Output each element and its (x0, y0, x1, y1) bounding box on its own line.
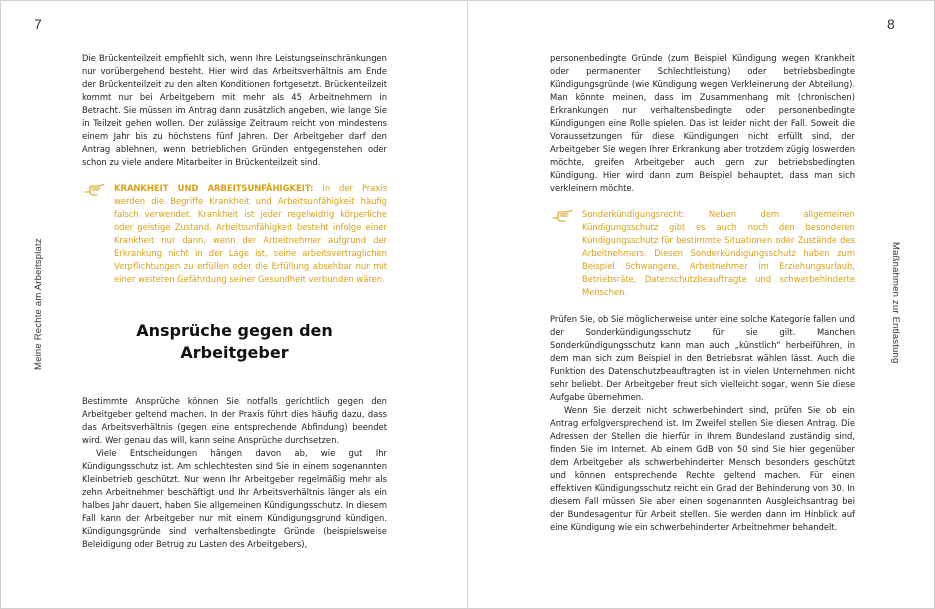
body-paragraph-left-1: Bestimmte Ansprüche können Sie notfalls gerichtlich gegen den Arbeitgeber geltend machen. In der Praxis führt dies häufig dazu, dass das Arbeitsverhältnis (gegen eine entsprechende Abfindung) beendet wird. Wer genau das will, kann seine Ansprüche durchsetzen. (82, 396, 387, 445)
page-number-right: 8 (887, 16, 895, 32)
info-box-text: Sonderkündigungsrecht: Neben dem allgemeinen Kündigungsschutz gibt es auch noch den besonderen Kündigungsschutz für bestimmte Situationen oder Zustände des Arbeitnehmers. Diesen Sonderkündigungsschutz haben zum Beispiel Schwangere, Arbeitnehmer im Erziehungsurlaub, Betriebsräte, Datenschutzbeauftragte und schwerbehinderte Menschen. (582, 209, 855, 297)
info-box-krankheit (82, 182, 387, 286)
body-paragraph-right-2: Wenn Sie derzeit nicht schwerbehindert sind, prüfen Sie ob ein Antrag erfolgversprechend ist. Im Zweifel stellen Sie diesen Antrag. Die Adressen der Stellen die hierfür in Ihrem Bundesland zuständig sind, finden Sie im Internet. Ab einem GdB von 50 sind Sie hier gegenüber dem Arbeitgeber als schwerbehinderter Mensch besonders geschützt und können entsprechende Rechte geltend machen. Für einen effektiven Kündigungsschutz reicht ein Grad der Behinderung von 30. In diesem Fall müssen Sie aber einen sogenannten Ausgleichsantrag bei der Bundesagentur für Arbeit stellen. Sie werden dann im Hinblick auf eine Kündigung wie ein schwerbehinderter Arbeitnehmer behandelt. (550, 405, 855, 532)
info-box-sonderkuendigung (550, 208, 855, 299)
section-heading (82, 320, 387, 364)
page-gutter (467, 0, 468, 609)
running-title-right: Maßnahmen zur Entlastung (890, 242, 901, 364)
intro-paragraph-right: personenbedingte Gründe (zum Beispiel Kündigung wegen Krankheit oder permanenter Schlechtleistung) oder betriebsbedingte Kündigungsgründe (wie Kündigung wegen Verkleinerung der Abteilung). Man könnte meinen, dass im Zusammenhang mit (chronischen) Erkrankungen nur verhaltensbedingte oder personenbedingte Kündigungen eine Rolle spielen. Das ist leider nicht der Fall. Soweit die Voraussetzungen für diese Kündigungen nicht erfüllt sind, der Arbeitgeber Sie wegen Ihrer Erkrankung aber trotzdem zügig loswerden möchte, greifen Arbeitgeber auch gern zur betriebsbedingten Kündigung. Hier wird dann zum Beispiel behauptet, dass man sich verkleinern möchte. (550, 53, 855, 193)
section-heading-line1: Ansprüche gegen den (136, 321, 333, 340)
left-column (82, 52, 387, 551)
body-paragraph-left-2: Viele Entscheidungen hängen davon ab, wie gut Ihr Kündigungsschutz ist. Am schlechtesten sind Sie in einem sogenannten Kleinbetrieb geschützt. Nur wenn Ihr Arbeitgeber regelmäßig mehr als zehn Arbeitnehmer beschäftigt und Ihr Arbeitsverhältnis länger als ein halbes Jahr dauert, haben Sie allgemeinen Kündigungsschutz. In diesem Fall kann der Arbeitgeber nur mit einem Kündigungsgrund kündigen. Kündigungsgründe sind verhaltensbedingte Gründe (beispielsweise Beleidigung oder Betrug zu Lasten des Arbeitgebers), (82, 448, 387, 549)
intro-paragraph-left: Die Brückenteilzeit empfiehlt sich, wenn Ihre Leistungseinschränkungen nur vorübergehend besteht. Hier wird das Arbeitsverhältnis am Ende der Brückenteilzeit zu den alten Konditionen fortgesetzt. Brückenteilzeit kommt nur bei Arbeitgebern mit mehr als 45 Arbeitnehmern in Betracht. Sie müssen im Antrag dann zusätzlich angeben, wie lange Sie in Teilzeit gehen wollen. Der zulässige Zeitraum reicht von mindestens einem Jahr bis zu höchstens fünf Jahren. Der Arbeitgeber darf den Antrag ablehnen, wenn betrieblichen Gründen entgegenstehen oder schon zu viele andere Mitarbeiter in Brückenteilzeit sind. (82, 53, 387, 167)
info-box-text: In der Praxis werden die Begriffe Krankheit und Arbeitsunfähigkeit häufig falsch verwendet. Krankheit ist jeder regelwidrig körperliche oder geistige Zustand. Arbeitsunfähigkeit besteht infolge einer Krankheit nur dann, wenn der Arbeitnehmer aufgrund der Erkrankung nicht in der Lage ist, seine arbeitsvertraglichen Verpflichtungen zu erfüllen oder die Erfüllung absehbar nur mit einer weiteren Gefährdung seiner Gesundheit verbunden wären. (114, 183, 387, 284)
page-number-left: 7 (34, 16, 42, 32)
body-paragraph-right-1: Prüfen Sie, ob Sie möglicherweise unter eine solche Kategorie fallen und der Sonderkündigungsschutz für sie gilt. Manchen Sonderkündigungsschutz kann man auch „künstlich“ herbeiführen, in dem man sich zum Beispiel in den Betriebsrat wählen lässt. Auch die Funktion des Datenschutzbeauftragten ist in vielen Unternehmen nicht sehr beliebt. Der Arbeitgeber freut sich vielleicht sogar, wenn Sie diese Aufgabe übernehmen. (550, 314, 855, 402)
info-box-keyword: KRANKHEIT UND ARBEITSUNFÄHIGKEIT: (114, 183, 314, 193)
pointing-hand-icon (552, 209, 574, 223)
section-heading-line2: Arbeitgeber (180, 343, 289, 362)
pointing-hand-icon (84, 183, 106, 197)
right-column (550, 52, 855, 534)
running-title-left: Meine Rechte am Arbeitsplatz (33, 238, 44, 370)
